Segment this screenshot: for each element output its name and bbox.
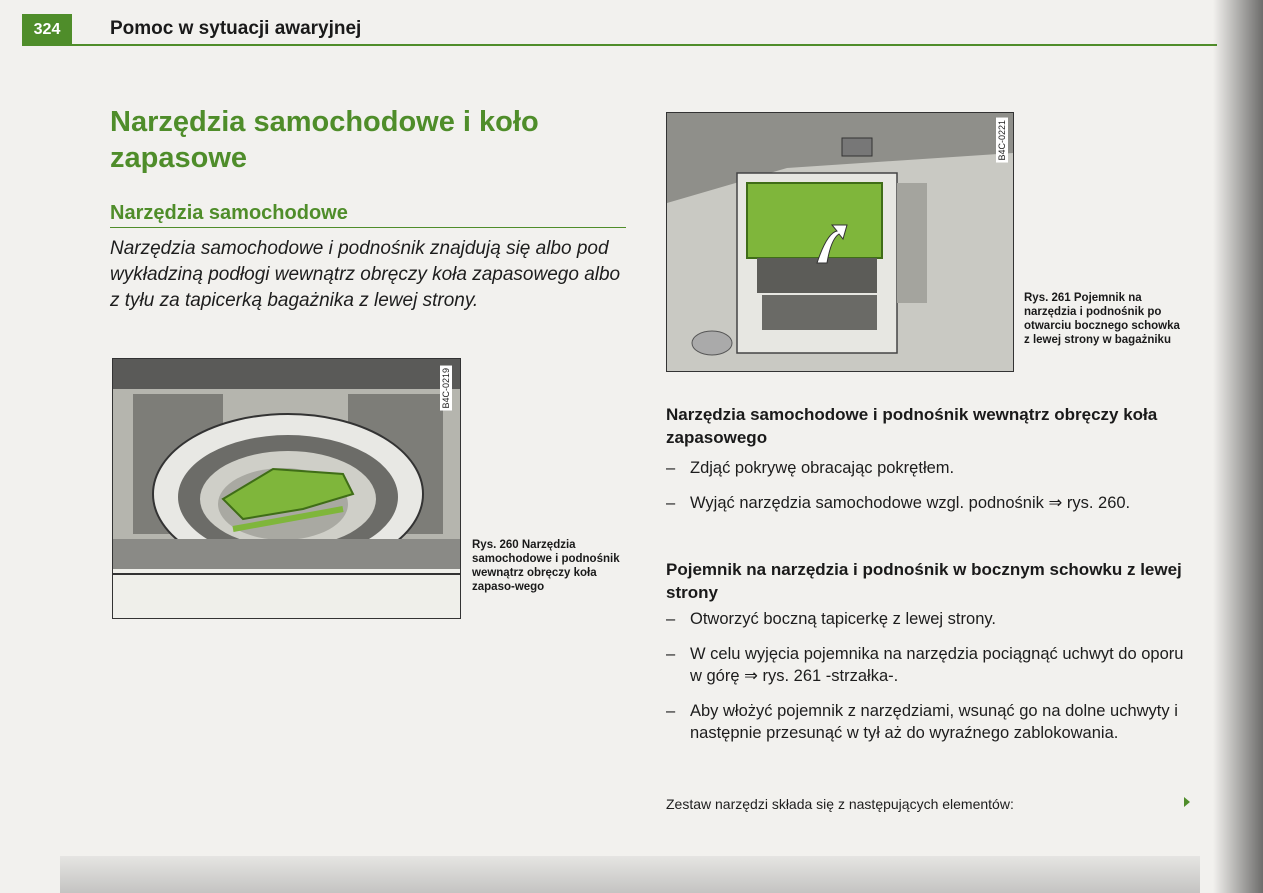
step-dash: – (666, 459, 676, 477)
step-dash: – (666, 494, 676, 512)
page-number: 324 (22, 14, 72, 46)
step-dash: – (666, 702, 676, 720)
step-text: Otworzyć boczną tapicerkę z lewej strony. (690, 610, 996, 628)
section-b-heading: Pojemnik na narzędzia i podnośnik w bocznym schowku z lewej strony (666, 560, 1182, 602)
subsection-rule (110, 227, 626, 228)
figure-260-code: B4C-0219 (441, 368, 451, 409)
step-text: Aby włożyć pojemnik z narzędziami, wsunąć go na dolne uchwyty i następnie przesunąć w tył aż do wyraźnego zablokowania. (690, 702, 1178, 742)
step-item (666, 643, 1186, 687)
figure-260-spare-wheel-well (112, 358, 461, 619)
step-dash: – (666, 610, 676, 628)
section-b-steps (666, 608, 1186, 757)
section-title: Pomoc w sytuacji awaryjnej (110, 18, 362, 39)
figure-261-caption: Rys. 261 Pojemnik na narzędzia i podnośnik po otwarciu bocznego schowka z lewej strony w bagażniku (1024, 292, 1180, 346)
side-compartment-illustration (667, 113, 1013, 371)
step-item (666, 457, 1186, 479)
spare-wheel-illustration (113, 359, 460, 618)
main-title: Narzędzia samochodowe i koło zapasowe (110, 106, 539, 174)
subsection-title: Narzędzia samochodowe (110, 202, 348, 224)
step-text: W celu wyjęcia pojemnika na narzędzia pociągnąć uchwyt do oporu w górę ⇒ rys. 261 -strzałka-. (690, 645, 1184, 685)
section-a-heading: Narzędzia samochodowe i podnośnik wewnątrz obręczy koła zapasowego (666, 405, 1158, 447)
step-item (666, 492, 1186, 514)
step-text: Wyjąć narzędzia samochodowe wzgl. podnośnik ⇒ rys. 260. (690, 494, 1131, 512)
intro-paragraph: Narzędzia samochodowe i podnośnik znajdują się albo pod wykładziną podłogi wewnątrz obręczy koła zapasowego albo z tyłu za tapicerką bagażnika z lewej strony. (110, 238, 621, 311)
footer-note: Zestaw narzędzi składa się z następujących elementów: (666, 796, 1014, 812)
section-a-steps (666, 457, 1186, 527)
figure-260-caption: Rys. 260 Narzędzia samochodowe i podnośnik wewnątrz obręczy koła zapaso-wego (472, 539, 620, 593)
figure-261-side-compartment (666, 112, 1014, 372)
page-header (0, 0, 1263, 46)
bottom-bleed-bar (60, 856, 1200, 893)
figure-261-code: B4C-0221 (997, 120, 1007, 161)
step-item (666, 700, 1186, 744)
continue-arrow-icon (1184, 797, 1190, 807)
step-text: Zdjąć pokrywę obracając pokrętłem. (690, 459, 955, 477)
step-item (666, 608, 1186, 630)
binding-shadow (1213, 0, 1263, 893)
header-rule (22, 44, 1217, 46)
step-dash: – (666, 645, 676, 663)
